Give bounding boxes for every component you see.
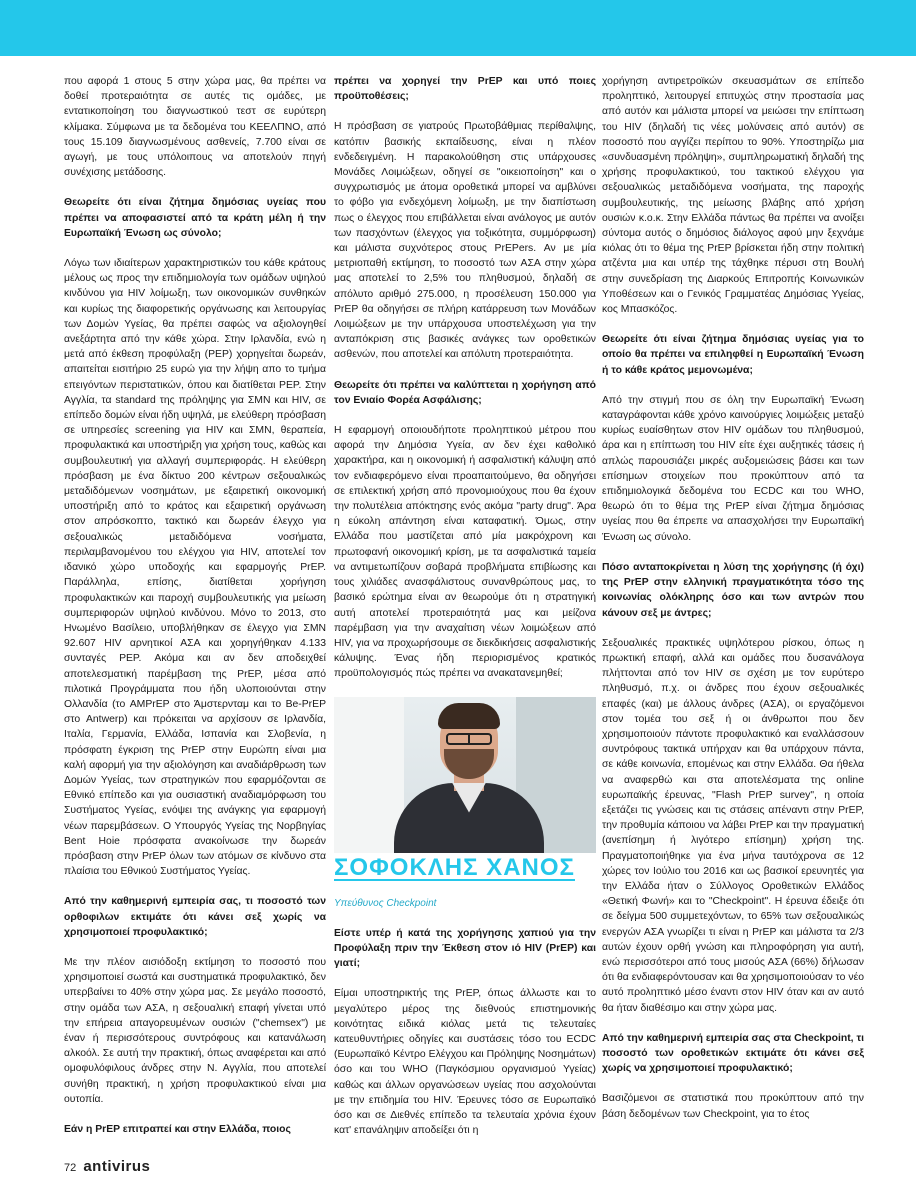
answer-paragraph: χορήγηση αντιρετροϊκών σκευασμάτων σε επίπεδο προληπτικό, λειτουργεί επιτυχώς στην προστασία μας από αυτόν και μάλιστα μπορεί να μειώσει την επίπτωση του HIV (δηλαδή τις νέες μολύνσεις από αυτόν) σε ποσοστό που αγγίζει περίπου το 90%. Υποστηρίζω μια «συνδυασμένη πρόληψη», συμπληρωματική δηλαδή της χρήσης προφυλακτικού, του τακτικού ελέγχου για σεξουαλικώς μεταδιδόμενα νοσήματα, της παροχής συμβουλευτικής, της μείωσης βλάβης από χρήση ουσιών κ.ο.κ. Στην Ελλάδα πάντως θα πρέπει να ανοίξει σύντομα αυτός ο δημόσιος διάλογος αφού μην ξεχνάμε κιόλας ότι το θέμα της PrEP βρίσκεται ήδη στην πολιτική ατζέντα μια και υπέρ της τάχθηκε πέρυσι στη Βουλή στην συνεδρίαση της Διαρκούς Επιτροπής Κοινωνικών Υποθέσεων και ο Γενικός Γραμματέας Δημόσιας Υγείας, κος Μπασκόζος.	[602, 76, 864, 316]
interviewee-name-text: ΣΟΦΟΚΛΗΣ ΧΑΝΟΣ	[334, 853, 575, 881]
top-color-band	[0, 0, 916, 56]
question-heading: Από την καθημερινή εμπειρία σας, τι ποσοστό των ορθοφιλων εκτιμάτε ότι κάνει σεξ χωρίς να χρησιμοποιεί προφυλακτικό;	[64, 896, 326, 938]
question-heading: πρέπει να χορηγεί την PrEP και υπό ποιες προϋποθέσεις;	[334, 76, 596, 103]
question-heading: Θεωρείτε ότι είναι ζήτημα δημόσιας υγείας για το οποίο θα πρέπει να επιληφθεί η Ευρωπαϊκή Ένωση ή το κάθε κράτος μεμονωμένα;	[602, 334, 864, 376]
question-heading: Εάν η PrEP επιτραπεί και στην Ελλάδα, ποιος	[64, 1124, 291, 1135]
magazine-brand: antivirus	[83, 1158, 151, 1175]
interviewee-name	[334, 853, 596, 881]
answer-paragraph: Από την στιγμή που σε όλη την Ευρωπαϊκή Ένωση καταγράφονται κάθε χρόνο καινούργιες λοιμώξεις μεταξύ κυρίως ευαίσθητων στον HIV ομάδων του πληθυσμού, άρα και η επίπτωση του HIV είτε έχει αυξητικές τάσεις ή απλώς παρουσιάζει μικρές αυξομειώσεις βάσει και των επίσημων στοιχείων που προκύπτουν από τα επιδημιολογικά δεδομένα του ECDC και του WHO, θεωρώ ότι το θέμα της PrEP είναι ζήτημα δημόσιας υγείας που θα έπρεπε να απασχολήσει την Ευρωπαϊκή Ένωση ως σύνολο.	[602, 394, 864, 543]
answer-paragraph: Σεξουαλικές πρακτικές υψηλότερου ρίσκου, όπως η πρωκτική επαφή, αλλά και ομάδες που δυσανάλογα πλήττονται από τον HIV σε σχέση με τον ευρύτερο πληθυσμό, π.χ. οι άνδρες που έχουν σεξουαλικές επαφές (και) με άλλους άνδρες (ΑΣΑ), οι εργαζόμενοι στον τομέα του σεξ ή οι άνθρωποι που δεν χρησιμοποιούν πάντοτε προφυλακτικό και εναλλάσσουν συντρόφους τακτικά υπήρχαν και θα υπάρχουν πάντα, σε κάθε κοινωνία, επομένως και στην Ελλάδα. Θα ήθελα να αναφερθώ και στα αποτελέσματα της online ευρωπαϊκής έρευνας, "Flash PrEP survey", η οποία εξετάζει τις γνώσεις και τις στάσεις απέναντι στην PrEP, την προθυμία κάποιου να λάβει PrEP και την πραγματική (ανεπίσημη ή λιγότερο επίσημη) χρήση της. Πραγματοποιήθηκε για ένα μήνα ταυτόχρονα σε 12 χώρες τον Ιούλιο του 2016 και ως βασικοί ερευνητές για την Ελλάδα ήταν ο Σύλλογος Οροθετικών Ελλάδος «Θετική Φωνή» και το "Checkpoint". Η έρευνα έδειξε ότι σε δείγμα 500 συμμετεχόντων, το 65% των σεξουαλικώς ενεργών ΑΣΑ γνωρίζει τι είναι η PrEP και μάλιστα τα 2/3 αυτών έχουν ορθή γνώση και πληροφόρηση για αυτή, ενώ περισσότεροι από τους μισούς ΑΣΑ (66%) δήλωσαν ότι θα ενδιαφερόντουσαν και θα χρησιμοποιούσαν το νέο αυτό προληπτικό μέσο έναντι στον HIV όταν και αν αυτό θα ήταν διαθέσιμο και στην χώρα μας.	[602, 637, 864, 1014]
column-1	[64, 74, 326, 1152]
portrait-photo	[334, 697, 596, 853]
answer-paragraph: Η εφαρμογή οποιουδήποτε προληπτικού μέτρου που αφορά την Δημόσια Υγεία, αν δεν έχει καθολικό χαρακτήρα, και η οικονομική ή ασφαλιστική κάλυψη από τον ενδιαφερόμενο είναι προαπαιτούμενο, θα οδηγήσει σε επιλεκτική χρήση από προνομιούχους που θα έχουν την πολυτέλεια απόκτησης ενός ακόμα "party drug". Άρα η εύκολη απάντηση είναι καταφατική. Όμως, στην Ελλάδα που μαστίζεται από μία μακρόχρονη και πρωτοφανή οικονομική κρίση, με τα ασφαλιστικά ταμεία να αντιμετωπίζουν σοβαρά προβλήματα επιβίωσης και τους χιλιάδες ανασφάλιστους συνανθρώπους μας, το βασικό ερώτημα είναι αν θεωρούμε ότι η στρατηγική αυτή αποτελεί προτεραιότητά μας και μείζονα παρέμβαση για την αναχαίτιση νέων λοιμώξεων από HIV, για να προχωρήσουμε σε διεκδικήσεις ασφαλιστικής κάλυψης. Ένας ήδη περιορισμένος κρατικός προϋπολογισμός πώς πρέπει να ανακατανεμηθεί;	[334, 425, 596, 680]
question-heading: Είστε υπέρ ή κατά της χορήγησης χαπιού για την Προφύλαξη πριν την Έκθεση στον ιό HIV (PrEP) και γιατί;	[334, 927, 596, 970]
page-footer	[64, 1158, 150, 1175]
answer-paragraph: Η πρόσβαση σε γιατρούς Πρωτοβάθμιας περίθαλψης, κατόπιν βασικής εκπαίδευσης, είναι η πλέον ενδεδειγμένη. Η παρακολούθηση στις υπάρχουσες Μονάδες Λοιμώξεων, οδηγεί σε "οικειοποίηση" και ο συγχρωτισμός με άτομα οροθετικά μπορεί να αμβλύνει το φόβο για ενδεχόμενη λοίμωξη, με την διαπίστωση πως ο έλεγχος που επιβάλλεται είναι ανάλογος με αυτόν των πασχόντων (έλεγχος για τοξικότητα, συμμόρφωση) και μάλιστα συχνότερος στους PrEPers. Αν με μία μετριοπαθή εκτίμηση, το ποσοστό των ΑΣΑ στην χώρα μας αποτελεί το 2,5% του πληθυσμού, δηλαδή σε απόλυτο αριθμό 275.000, η προσέλευση 150.000 για PrEP θα οδηγήσει σε πλήρη κατάρρευση των Μονάδων Λοιμώξεων με την υπάρχουσα υποστελέχωση για την ανταπόκριση στις βασικές ανάγκες των οροθετικών ασθενών, που αποτελεί και απόλυτη προτεραιότητα.	[334, 121, 596, 361]
question-heading: Θεωρείτε ότι είναι ζήτημα δημόσιας υγείας που πρέπει να αποφασιστεί από τα κράτη μέλη ή την Ευρωπαϊκή Ένωση ως σύνολο;	[64, 197, 326, 239]
question-heading: Από την καθημερινή εμπειρία σας στα Checkpoint, τι ποσοστό των οροθετικών εκτιμάτε ότι κάνει σεξ χωρίς να χρησιμοποιεί προφυλακτικό;	[602, 1032, 864, 1075]
question-heading: Θεωρείτε ότι πρέπει να καλύπτεται η χορήγηση από τον Ενιαίο Φορέα Ασφάλισης;	[334, 379, 596, 406]
interviewee-role: Υπεύθυνος Checkpoint	[334, 897, 437, 909]
page-number: 72	[64, 1162, 77, 1174]
column-3	[602, 74, 864, 1137]
paragraph: που αφορά 1 στους 5 στην χώρα μας, θα πρέπει να δοθεί προτεραιότητα σε αυτές τις ομάδες, με εντατικοποίηση του διαγνωστικού τεστ σε ευρύτερη κλίμακα. Σύμφωνα με τα δεδομένα του ΚΕΕΛΠΝΟ, από τους 15.109 διαγνωσμένους ασθενείς, 7.700 είναι σε αγωγή, με τους υπόλοιπους να αποτελούν πηγή συνέχισης μετάδοσης.	[64, 76, 326, 179]
answer-paragraph: Με την πλέον αισιόδοξη εκτίμηση το ποσοστό που χρησιμοποιεί σωστά και συστηματικά προφυλακτικό, δεν υπερβαίνει το 40% στην χώρα μας. Σε μεγάλο ποσοστό, στην ομάδα των ΑΣΑ, η σεξουαλική επαφή γίνεται υπό την επήρεια απαγορευμένων ουσιών ("chemsex") με έναν ή περισσότερους συντρόφους και κατανάλωση αλκοόλ. Σε αυτή την πρακτική, όπως αναφέρεται και από ομοφυλόφιλους άνδρες στην Ν. Αγγλία, που αποτελεί συνήθη πρακτική, η χρήση προφυλακτικού είναι μια ουτοπία.	[64, 956, 326, 1105]
column-2	[334, 74, 596, 1153]
answer-paragraph: Λόγω των ιδιαίτερων χαρακτηριστικών του κάθε κράτους μέλους ως προς την επιδημιολογία των ομάδων υψηλού κινδύνου για HIV λοίμωξη, των οικονομικών συνθηκών και κυρίως της διαφορετικής οργάνωσης και λειτουργίας των Δομών Υγείας, θα πρέπει σαφώς να αξιολογηθεί ανεξάρτητα από την κάθε χώρα. Στην Ιρλανδία, ενώ η μετά από έκθεση προφύλαξη (PEP) χορηγείται δωρεάν, απαιτείται εισιτήριο 25 ευρώ για την λήψη απο το τμήμα επειγόντων περιστατικών, όπου και διατίθεται PEP. Στην Αγγλία, τα standard της πρόληψης για ΣΜΝ και HIV, σε επίπεδο δομών είναι ήδη υψηλά, με ελεύθερη πρόσβαση σε υπηρεσίες screening για HIV και ΣΜΝ, θεραπεία, προφυλακτικά και υποστήριξη για χρήση τους, καθώς και συμβουλευτική για αλλαγή συμπεριφοράς. Η ελεύθερη πρόσβαση με ένα δίκτυο 200 κέντρων σεξουαλικώς μεταδιδόμενων νοσημάτων, με εξαιρετική οικονομική υποστήριξη από το κράτος και εξαιρετική οργάνωση στον απρόσκοπτο, τακτικό και δωρεάν έλεγχο για σεξουαλικώς μεταδιδόμενα νοσήματα, περιλαμβανομένου του ελέγχου για HIV, αποτελεί τον ιδανικό χώρο υποδοχής και εφαρμογής PrEP. Παράλληλα, επίσης, διατίθεται χορήγηση προφυλακτικών και παροχή συμβουλευτικής για μείωση συμπεριφορών υψηλού κινδύνου. Μόνο το 2013, στο Ηνωμένο Βασίλειο, υποβλήθηκαν σε έλεγχο για ΣΜΝ 92.607 HIV αρνητικοί ΑΣΑ και χορηγήθηκαν 4.133 συνταγές PEP. Ακόμα και αν δεν αποδειχθεί αποτελεσματική παρέμβαση της PrEP, μέσα από πιλοτικά Προγράμματα που ήδη υλοποιούνται στην Ολλανδία (το AMPrEP στο Άμστερνταμ και το Be-PrEP στο Antwerp) και πρόκειται να αρχίσουν σε Ιρλανδία, Ιταλία, Γερμανία, Ελλάδα, Ισπανία και Σλοβενία, η πρόσφατη έγκριση της PrEP στην Ευρώπη είναι μια καλή αφορμή για την αξιολόγηση και αναδιάρθρωση των Δομών Υγείας, των στρατηγικών που εφαρμόζονται σε Εθνικό επίπεδο και για ουσιαστική αναδιαμόρφωση του Συστήματος Υγείας, ενόψει της ανάγκης για εφαρμογή νέων παρεμβάσεων. Ο Υπουργός Υγείας της Νορβηγίας Bent Hoie πρόσφατα ανακοίνωσε την δωρεάν πρόσβαση στην PrEP όλων των ατόμων σε κίνδυνο στα πλαίσια του Εθνικού Συστήματος Υγείας.	[64, 258, 326, 878]
answer-paragraph: Βασιζόμενοι σε στατιστικά που προκύπτουν από την βάση δεδομένων των Checkpoint, για το έτος	[602, 1093, 864, 1120]
answer-paragraph: Είμαι υποστηρικτής της PrEP, όπως άλλωστε και το μεγαλύτερο μέρος της διεθνούς επιστημονικής κοινότητας ειδικά κιόλας μετά τις τελευταίες κατευθυντήριες οδηγίες και συστάσεις τόσο του ECDC (Ευρωπαϊκό Κέντρο Ελέγχου και Πρόληψης Νοσημάτων) όσο και του WHO (Παγκόσμιου οργανισμού Υγείας) καθώς και άλλων οργανώσεων υγείας που ασχολούνται με την επιδημία του HIV. Έρευνες τόσο σε Ευρωπαϊκό όσο και σε Διεθνές επίπεδο τα τελευταία χρόνια έχουν κατ' επανάληψιν αποδείξει ότι η	[334, 988, 596, 1137]
question-heading: Πόσο ανταποκρίνεται η λύση της χορήγησης (ή όχι) της PrEP στην ελληνική πραγματικότητα τόσο της κοινωνίας ολόκληρης όσο και των αντρών που κάνουν σεξ με άντρες;	[602, 561, 864, 619]
